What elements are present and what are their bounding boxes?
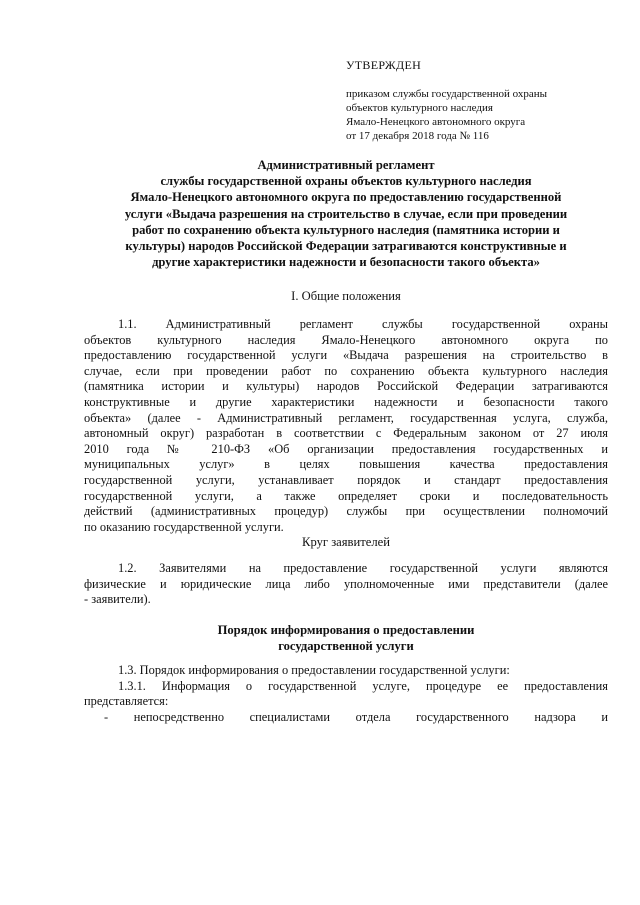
paragraph-line: государственной услуги, а также определяет сроки и последовательность <box>84 488 608 503</box>
approval-title: УТВЕРЖДЕН <box>346 58 422 72</box>
paragraph-1-2 <box>84 561 608 608</box>
paragraph-line: объектов культурного наследия Ямало-Ненецкого автономного округа по <box>84 332 608 347</box>
bullet-line: - непосредственно специалистами отдела государственного надзора и <box>104 709 608 724</box>
section-heading-general: I. Общие положения <box>291 289 401 303</box>
paragraph-1-1 <box>84 317 608 535</box>
document-title-line: Административный регламент <box>257 158 435 172</box>
paragraph-1-3 <box>84 663 608 725</box>
document-title-line: службы государственной охраны объектов культурного наследия <box>160 174 532 189</box>
document-title-line: Ямало-Ненецкого автономного округа по предоставлению государственной <box>130 190 562 205</box>
section-heading-applicants: Круг заявителей <box>302 535 390 549</box>
paragraph-line: 1.3. Порядок информирования о предоставлении государственной услуги: <box>118 663 510 677</box>
paragraph-line: автономный округ) разработан в соответствии с Федеральным законом от 27 июля <box>84 426 608 441</box>
approval-stamp <box>346 58 606 143</box>
paragraph-line: представляется: <box>84 694 169 709</box>
document-title-line: услуги «Выдача разрешения на строительство в случае, если при проведении <box>124 206 568 221</box>
paragraph-line: 1.3.1. Информация о государственной услуге, процедуре ее предоставления <box>118 678 608 693</box>
approval-line: приказом службы государственной охраны <box>346 88 548 100</box>
paragraph-line: объекта» (далее - Административный регламент, государственная услуга, служба, <box>84 410 608 425</box>
paragraph-line: 2010 года № 210-ФЗ «Об организации предоставления государственных и <box>84 441 608 456</box>
document-title <box>84 157 608 270</box>
paragraph-line: по оказанию государственной услуги. <box>84 519 284 534</box>
paragraph-line: физические и юридические лица либо уполномоченные ими представители (далее <box>84 576 608 591</box>
paragraph-line: конструктивные и другие характеристики надежности и безопасности такого <box>84 394 608 409</box>
paragraph-line: - заявители). <box>84 592 151 607</box>
section-heading-line: государственной услуги <box>278 639 414 653</box>
document-title-line: другие характеристики надежности и безопасности такого объекта» <box>152 255 540 270</box>
paragraph-line: (памятника истории и культуры) народов Российской Федерации затрагиваются <box>84 379 608 394</box>
paragraph-line: муниципальных услуг» в целях повышения качества предоставления <box>84 457 608 472</box>
paragraph-line: предоставлению государственной услуги «Выдача разрешения на строительство в <box>84 348 608 363</box>
section-heading-line: Порядок информирования о предоставлении <box>217 623 475 637</box>
approval-line: от 17 декабря 2018 года № 116 <box>346 130 489 142</box>
section-heading-info-order <box>84 622 608 654</box>
paragraph-line: 1.2. Заявителями на предоставление государственной услуги являются <box>118 561 608 575</box>
paragraph-line: государственной услуги, устанавливает порядок и стандарт предоставления <box>84 472 608 487</box>
paragraph-line: 1.1. Административный регламент службы государственной охраны <box>118 317 608 331</box>
paragraph-line: действий (административных процедур) службы при осуществлении полномочий <box>84 504 608 519</box>
document-title-line: культуры) народов Российской Федерации затрагиваются конструктивные и <box>125 239 567 254</box>
document-title-line: работ по сохранению объекта культурного наследия (памятника истории и <box>132 222 560 237</box>
approval-line: Ямало-Ненецкого автономного округа <box>346 116 526 128</box>
paragraph-line: случае, если при проведении работ по сохранению объекта культурного наследия <box>84 363 608 378</box>
approval-line: объектов культурного наследия <box>346 102 493 114</box>
